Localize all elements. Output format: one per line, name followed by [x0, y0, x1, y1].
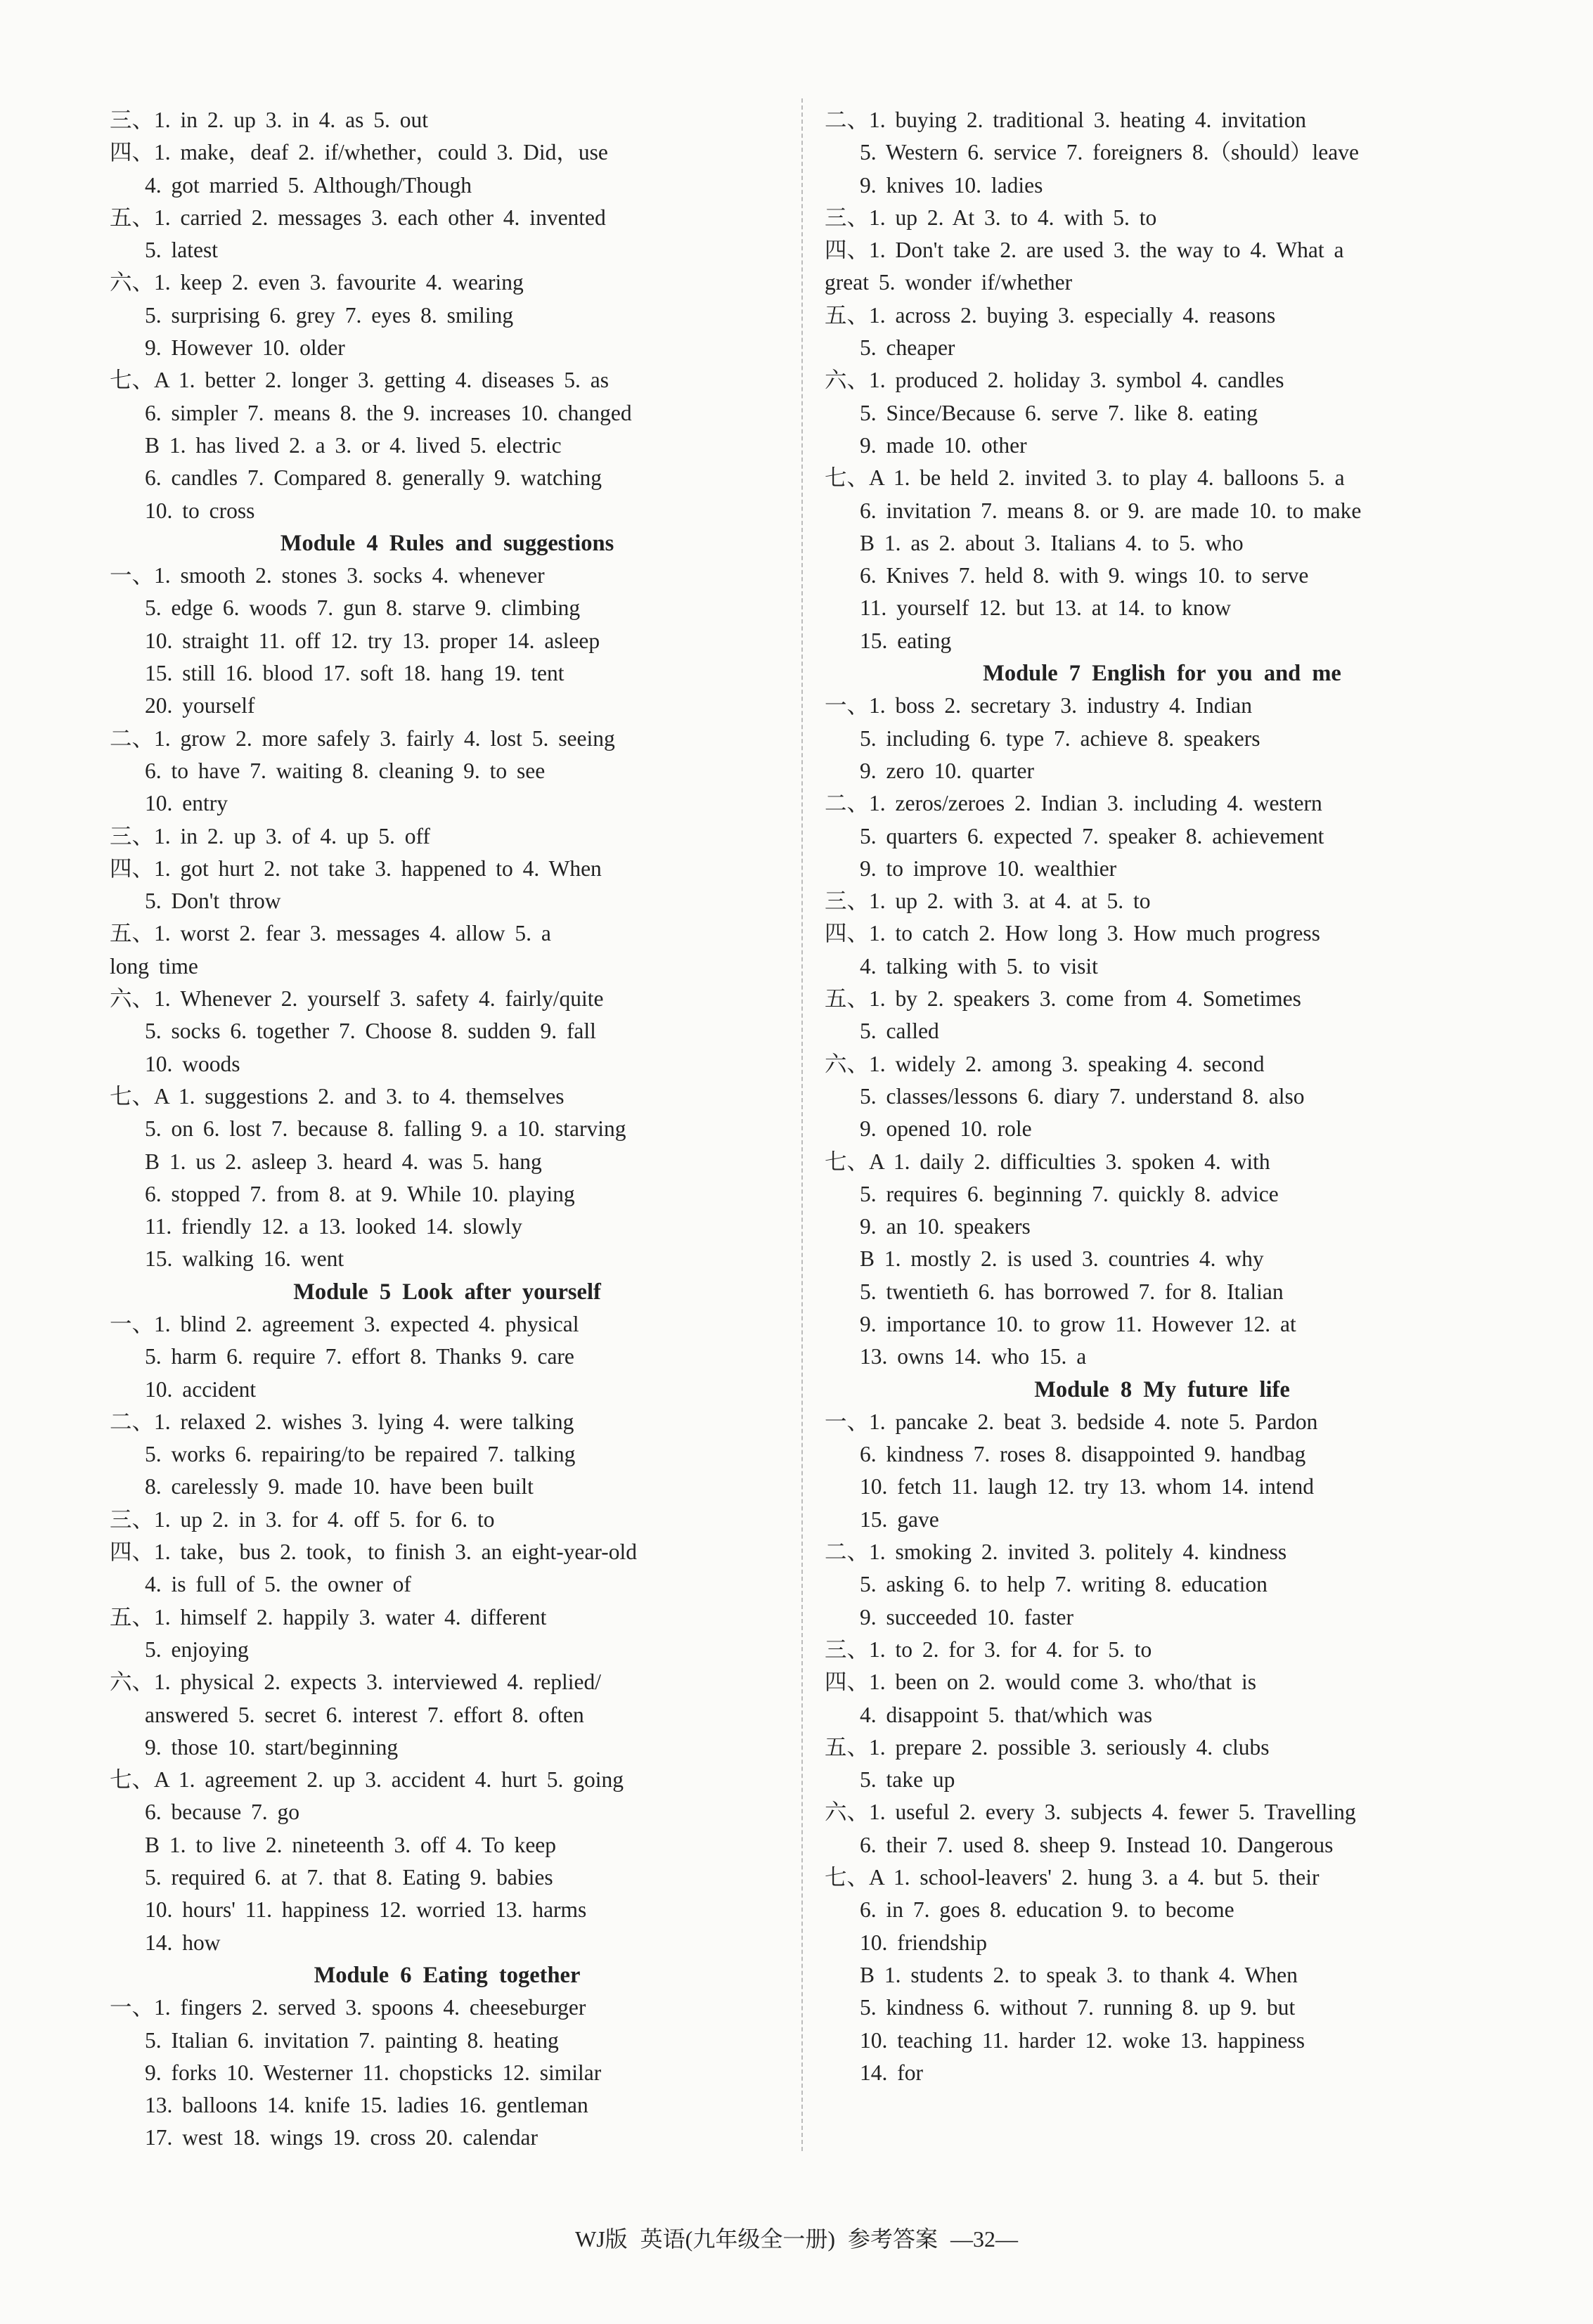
- answer-line: 四、1. been on 2. would come 3. who/that is: [825, 1670, 1257, 1695]
- answer-line: 5. surprising 6. grey 7. eyes 8. smiling: [145, 302, 514, 328]
- answer-line: 15. walking 16. went: [145, 1246, 344, 1272]
- answer-line: 9. opened 10. role: [860, 1116, 1032, 1142]
- answer-line: 5. Italian 6. invitation 7. painting 8. heating: [145, 2027, 559, 2053]
- answer-line: 10. woods: [145, 1051, 240, 1076]
- answer-line: 三、1. in 2. up 3. in 4. as 5. out: [110, 108, 428, 132]
- answer-line: 三、1. up 2. At 3. to 4. with 5. to: [825, 205, 1157, 230]
- answer-line: 5. called: [860, 1019, 939, 1044]
- answer-line: 5. requires 6. beginning 7. quickly 8. advice: [860, 1181, 1279, 1206]
- answer-line: 6. simpler 7. means 8. the 9. increases 10. changed: [145, 400, 632, 425]
- answer-line: 二、1. buying 2. traditional 3. heating 4. invitation: [825, 108, 1307, 132]
- answer-line: 七、A 1. be held 2. invited 3. to play 4. balloons 5. a: [825, 465, 1345, 491]
- answer-line: 6. invitation 7. means 8. or 9. are made 10. to make: [860, 498, 1362, 523]
- answer-line: 11. yourself 12. but 13. at 14. to know: [860, 595, 1232, 621]
- module-heading: Module 5 Look after yourself: [293, 1279, 601, 1305]
- answer-line: 14. for: [860, 2060, 923, 2085]
- answer-line: 9. knives 10. ladies: [860, 172, 1043, 198]
- answer-line: 5. twentieth 6. has borrowed 7. for 8. Italian: [860, 1279, 1284, 1304]
- answer-line: 二、1. relaxed 2. wishes 3. lying 4. were talking: [110, 1409, 574, 1434]
- answer-line: 6. stopped 7. from 8. at 9. While 10. playing: [145, 1181, 575, 1206]
- right-answer-column: [825, 104, 1500, 2089]
- answer-line: 5. harm 6. require 7. effort 8. Thanks 9. care: [145, 1344, 574, 1369]
- answer-line: 一、1. fingers 2. served 3. spoons 4. cheeseburger: [110, 1995, 586, 2020]
- page-footer: WJ版 英语(九年级全一册) 参考答案 —32—: [575, 2226, 1018, 2252]
- answer-line: 5. works 6. repairing/to be repaired 7. talking: [145, 1442, 576, 1467]
- module-heading: Module 8 My future life: [1034, 1376, 1290, 1402]
- answer-line: 七、A 1. school-leavers' 2. hung 3. a 4. but 5. their: [825, 1865, 1320, 1890]
- answer-line: 5. kindness 6. without 7. running 8. up 9. but: [860, 1995, 1296, 2020]
- answer-line: 6. Knives 7. held 8. with 9. wings 10. to serve: [860, 563, 1309, 588]
- answer-line: 七、A 1. suggestions 2. and 3. to 4. themselves: [110, 1083, 565, 1109]
- answer-line: 五、1. worst 2. fear 3. messages 4. allow 5. a: [110, 921, 551, 946]
- answer-line: B 1. as 2. about 3. Italians 4. to 5. who: [860, 530, 1244, 555]
- answer-line: 13. owns 14. who 15. a: [860, 1344, 1087, 1369]
- answer-line: 9. those 10. start/beginning: [145, 1734, 399, 1760]
- module-heading: Module 6 Eating together: [314, 1962, 581, 1988]
- answer-line: 5. quarters 6. expected 7. speaker 8. achievement: [860, 823, 1324, 848]
- answer-line: 六、1. keep 2. even 3. favourite 4. wearing: [110, 270, 524, 295]
- left-answer-column: [110, 104, 785, 2155]
- answer-line: 15. still 16. blood 17. soft 18. hang 19. tent: [145, 661, 565, 686]
- answer-line: 七、A 1. agreement 2. up 3. accident 4. hurt 5. going: [110, 1767, 624, 1793]
- answer-line: 一、1. pancake 2. beat 3. bedside 4. note 5. Pardon: [825, 1409, 1318, 1434]
- answer-line: 5. take up: [860, 1767, 955, 1793]
- answer-line: 一、1. smooth 2. stones 3. socks 4. whenever: [110, 563, 545, 588]
- answer-line: 七、A 1. daily 2. difficulties 3. spoken 4. with: [825, 1149, 1270, 1174]
- answer-line: 四、1. take，bus 2. took，to finish 3. an eight-year-old: [110, 1539, 637, 1565]
- answer-line: 6. their 7. used 8. sheep 9. Instead 10. Dangerous: [860, 1832, 1334, 1857]
- answer-line: 五、1. across 2. buying 3. especially 4. reasons: [825, 302, 1276, 328]
- answer-line: 10. teaching 11. harder 12. woke 13. happiness: [860, 2027, 1305, 2053]
- answer-line: 五、1. himself 2. happily 3. water 4. different: [110, 1604, 547, 1629]
- answer-line: 三、1. to 2. for 3. for 4. for 5. to: [825, 1637, 1152, 1662]
- answer-line: B 1. mostly 2. is used 3. countries 4. why: [860, 1246, 1264, 1272]
- answer-line: 4. is full of 5. the owner of: [145, 1572, 411, 1597]
- answer-line: 10. to cross: [145, 498, 255, 523]
- answer-line: 二、1. zeros/zeroes 2. Indian 3. including 4. western: [825, 791, 1322, 816]
- answer-line: great 5. wonder if/whether: [825, 270, 1073, 295]
- answer-line: 五、1. by 2. speakers 3. come from 4. Sometimes: [825, 986, 1301, 1012]
- answer-line: 5. required 6. at 7. that 8. Eating 9. babies: [145, 1865, 553, 1890]
- answer-line: 五、1. prepare 2. possible 3. seriously 4. clubs: [825, 1734, 1270, 1760]
- answer-line: 六、1. Whenever 2. yourself 3. safety 4. fairly/quite: [110, 986, 604, 1012]
- answer-line: 10. straight 11. off 12. try 13. proper 14. asleep: [145, 628, 600, 653]
- answer-line: 5. edge 6. woods 7. gun 8. starve 9. climbing: [145, 595, 581, 621]
- answer-line: 三、1. up 2. in 3. for 4. off 5. for 6. to: [110, 1506, 495, 1532]
- answer-line: 5. socks 6. together 7. Choose 8. sudden 9. fall: [145, 1019, 596, 1044]
- answer-line: 6. to have 7. waiting 8. cleaning 9. to see: [145, 758, 546, 783]
- answer-line: 15. gave: [860, 1506, 939, 1532]
- answer-line: 六、1. produced 2. holiday 3. symbol 4. candles: [825, 368, 1284, 393]
- answer-line: B 1. to live 2. nineteenth 3. off 4. To keep: [145, 1832, 557, 1857]
- answer-line: 10. hours' 11. happiness 12. worried 13. harms: [145, 1897, 587, 1923]
- answer-line: 9. to improve 10. wealthier: [860, 856, 1117, 881]
- answer-line: 一、1. blind 2. agreement 3. expected 4. physical: [110, 1311, 579, 1336]
- answer-line: 20. yourself: [145, 693, 255, 718]
- answer-line: 5. cheaper: [860, 335, 955, 361]
- answer-line: 9. made 10. other: [860, 432, 1027, 458]
- answer-line: B 1. us 2. asleep 3. heard 4. was 5. hang: [145, 1149, 542, 1174]
- answer-line: 10. entry: [145, 791, 228, 816]
- answer-line: B 1. has lived 2. a 3. or 4. lived 5. electric: [145, 432, 562, 458]
- answer-line: 七、A 1. better 2. longer 3. getting 4. diseases 5. as: [110, 368, 610, 393]
- answer-line: 5. enjoying: [145, 1637, 249, 1662]
- answer-line: 三、1. up 2. with 3. at 4. at 5. to: [825, 889, 1151, 914]
- answer-line: 六、1. useful 2. every 3. subjects 4. fewer 5. Travelling: [825, 1800, 1356, 1825]
- answer-line: 6. candles 7. Compared 8. generally 9. watching: [145, 465, 602, 491]
- answer-line: 9. importance 10. to grow 11. However 12. at: [860, 1311, 1296, 1336]
- answer-line: 10. accident: [145, 1376, 257, 1402]
- answer-line: 四、1. got hurt 2. not take 3. happened to 4. When: [110, 856, 602, 881]
- answer-line: 14. how: [145, 1930, 221, 1955]
- answer-line: 5. Don't throw: [145, 889, 281, 914]
- answer-line: 四、1. to catch 2. How long 3. How much progress: [825, 921, 1320, 946]
- answer-line: 15. eating: [860, 628, 952, 653]
- answer-line: 5. latest: [145, 238, 218, 263]
- answer-line: 8. carelessly 9. made 10. have been built: [145, 1474, 534, 1499]
- module-heading: Module 4 Rules and suggestions: [280, 530, 614, 556]
- answer-line: 9. However 10. older: [145, 335, 345, 361]
- answer-line: 5. including 6. type 7. achieve 8. speakers: [860, 725, 1260, 751]
- answer-line: 4. talking with 5. to visit: [860, 953, 1098, 979]
- answer-line: 5. on 6. lost 7. because 8. falling 9. a 10. starving: [145, 1116, 626, 1142]
- answer-line: 一、1. boss 2. secretary 3. industry 4. Indian: [825, 693, 1253, 718]
- answer-line: 9. zero 10. quarter: [860, 758, 1035, 783]
- answer-line: 17. west 18. wings 19. cross 20. calendar: [145, 2125, 538, 2150]
- answer-line: 六、1. physical 2. expects 3. interviewed 4. replied/: [110, 1670, 601, 1695]
- answer-line: 5. Since/Because 6. serve 7. like 8. eating: [860, 400, 1258, 425]
- answer-line: 9. an 10. speakers: [860, 1214, 1031, 1239]
- answer-line: 10. friendship: [860, 1930, 987, 1955]
- answer-line: 10. fetch 11. laugh 12. try 13. whom 14. intend: [860, 1474, 1314, 1499]
- answer-line: 二、1. grow 2. more safely 3. fairly 4. lost 5. seeing: [110, 725, 615, 751]
- answer-line: 13. balloons 14. knife 15. ladies 16. gentleman: [145, 2093, 588, 2118]
- answer-line: B 1. students 2. to speak 3. to thank 4. When: [860, 1962, 1298, 1987]
- answer-line: 5. asking 6. to help 7. writing 8. education: [860, 1572, 1268, 1597]
- answer-line: 9. succeeded 10. faster: [860, 1604, 1073, 1629]
- answer-line: 5. classes/lessons 6. diary 7. understand 8. also: [860, 1083, 1305, 1109]
- module-heading: Module 7 English for you and me: [983, 661, 1341, 687]
- column-divider: [801, 98, 803, 2151]
- answer-line: 11. friendly 12. a 13. looked 14. slowly: [145, 1214, 522, 1239]
- answer-line: 四、1. make，deaf 2. if/whether，could 3. Did，use: [110, 140, 608, 165]
- answer-line: 9. forks 10. Westerner 11. chopsticks 12. similar: [145, 2060, 602, 2085]
- answer-line: long time: [110, 953, 198, 979]
- answer-line: answered 5. secret 6. interest 7. effort 8. often: [145, 1702, 584, 1727]
- answer-line: 4. disappoint 5. that/which was: [860, 1702, 1152, 1727]
- answer-line: 三、1. in 2. up 3. of 4. up 5. off: [110, 823, 430, 848]
- answer-line: 六、1. widely 2. among 3. speaking 4. second: [825, 1051, 1265, 1076]
- answer-line: 6. because 7. go: [145, 1800, 300, 1825]
- answer-line: 6. kindness 7. roses 8. disappointed 9. handbag: [860, 1442, 1306, 1467]
- answer-line: 五、1. carried 2. messages 3. each other 4. invented: [110, 205, 606, 230]
- answer-line: 二、1. smoking 2. invited 3. politely 4. kindness: [825, 1539, 1287, 1565]
- answer-line: 5. Western 6. service 7. foreigners 8.（should）leave: [860, 140, 1359, 165]
- answer-line: 4. got married 5. Although/Though: [145, 172, 472, 198]
- answer-line: 6. in 7. goes 8. education 9. to become: [860, 1897, 1234, 1923]
- answer-line: 四、1. Don't take 2. are used 3. the way to 4. What a: [825, 238, 1344, 263]
